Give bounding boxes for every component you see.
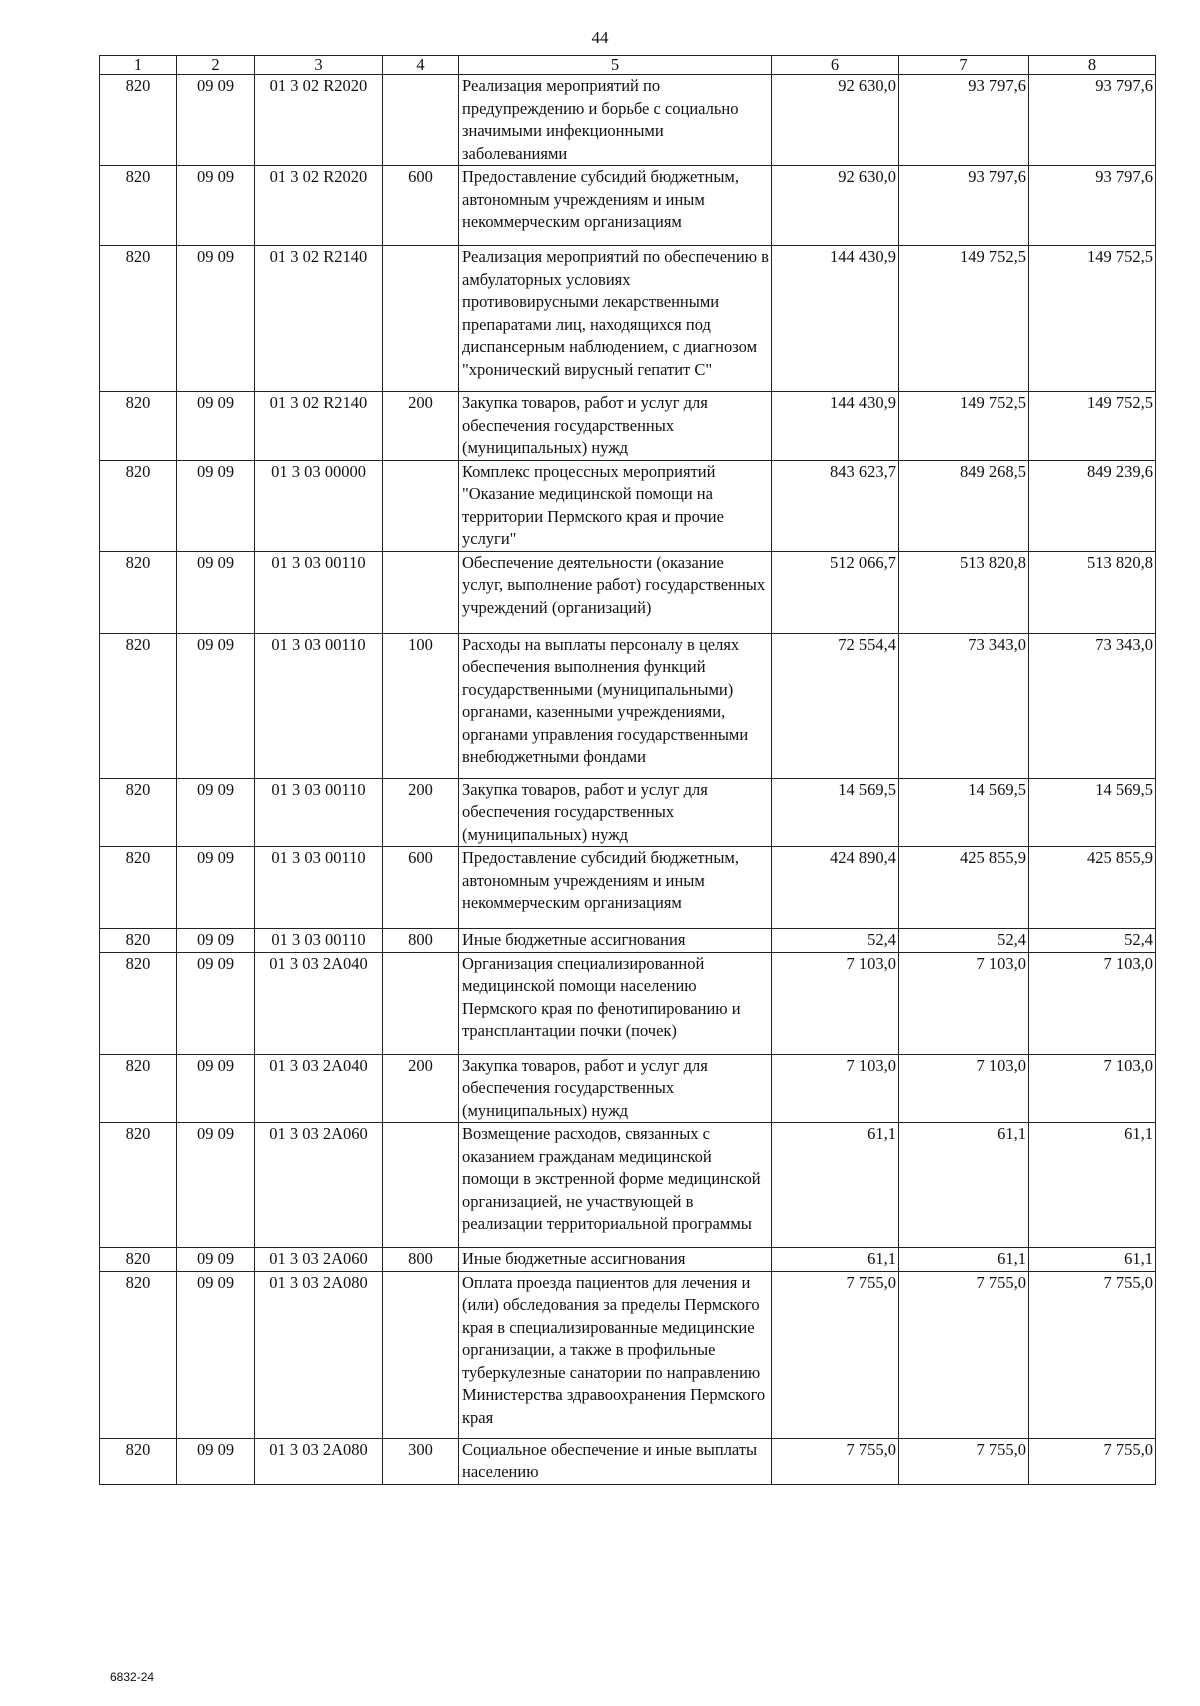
budget-table	[99, 55, 1156, 1485]
expense-type-cell: 800	[383, 929, 459, 953]
footer-document-code: 6832-24	[110, 1670, 155, 1684]
description-cell: Закупка товаров, работ и услуг для обеспечения государственных (муниципальных) нужд	[459, 1054, 772, 1123]
description-cell: Организация специализированной медицинской помощи населению Пермского края по фенотипированию и трансплантации почки (почек)	[459, 952, 772, 1054]
section-code-cell: 09 09	[177, 929, 255, 953]
section-code-cell: 09 09	[177, 166, 255, 246]
table-row	[100, 1123, 1156, 1248]
section-code-cell: 09 09	[177, 1054, 255, 1123]
amount-col7-cell: 7 755,0	[899, 1271, 1029, 1438]
amount-col8-cell: 73 343,0	[1029, 633, 1156, 778]
section-code-cell: 09 09	[177, 392, 255, 461]
description-cell: Предоставление субсидий бюджетным, автономным учреждениям и иным некоммерческим организациям	[459, 166, 772, 246]
amount-col8-cell: 7 755,0	[1029, 1271, 1156, 1438]
expense-type-cell: 600	[383, 847, 459, 929]
section-code-cell: 09 09	[177, 460, 255, 551]
budget-table-container	[99, 55, 1155, 1485]
expense-type-cell: 600	[383, 166, 459, 246]
header-cell-2: 2	[177, 56, 255, 75]
expense-type-cell: 300	[383, 1438, 459, 1484]
amount-col7-cell: 149 752,5	[899, 246, 1029, 392]
table-row	[100, 166, 1156, 246]
target-article-cell: 01 3 03 00110	[255, 847, 383, 929]
amount-col8-cell: 61,1	[1029, 1123, 1156, 1248]
description-cell: Иные бюджетные ассигнования	[459, 1248, 772, 1272]
amount-col7-cell: 425 855,9	[899, 847, 1029, 929]
amount-col8-cell: 425 855,9	[1029, 847, 1156, 929]
grbs-code-cell: 820	[100, 551, 177, 633]
expense-type-cell	[383, 246, 459, 392]
section-code-cell: 09 09	[177, 75, 255, 166]
description-cell: Предоставление субсидий бюджетным, автономным учреждениям и иным некоммерческим организациям	[459, 847, 772, 929]
amount-col8-cell: 513 820,8	[1029, 551, 1156, 633]
table-row	[100, 1054, 1156, 1123]
amount-col8-cell: 93 797,6	[1029, 75, 1156, 166]
expense-type-cell	[383, 1271, 459, 1438]
target-article-cell: 01 3 03 2А040	[255, 952, 383, 1054]
section-code-cell: 09 09	[177, 952, 255, 1054]
expense-type-cell: 200	[383, 778, 459, 847]
amount-col6-cell: 843 623,7	[772, 460, 899, 551]
description-cell: Комплекс процессных мероприятий "Оказание медицинской помощи на территории Пермского края и прочие услуги"	[459, 460, 772, 551]
amount-col8-cell: 14 569,5	[1029, 778, 1156, 847]
amount-col6-cell: 7 103,0	[772, 952, 899, 1054]
amount-col6-cell: 52,4	[772, 929, 899, 953]
table-row	[100, 633, 1156, 778]
amount-col7-cell: 73 343,0	[899, 633, 1029, 778]
table-row	[100, 1438, 1156, 1484]
description-cell: Закупка товаров, работ и услуг для обеспечения государственных (муниципальных) нужд	[459, 392, 772, 461]
table-row	[100, 847, 1156, 929]
section-code-cell: 09 09	[177, 778, 255, 847]
grbs-code-cell: 820	[100, 75, 177, 166]
header-cell-4: 4	[383, 56, 459, 75]
amount-col6-cell: 92 630,0	[772, 166, 899, 246]
amount-col8-cell: 7 103,0	[1029, 952, 1156, 1054]
amount-col6-cell: 512 066,7	[772, 551, 899, 633]
amount-col8-cell: 93 797,6	[1029, 166, 1156, 246]
section-code-cell: 09 09	[177, 1123, 255, 1248]
page-number: 44	[591, 28, 609, 47]
amount-col8-cell: 61,1	[1029, 1248, 1156, 1272]
section-code-cell: 09 09	[177, 551, 255, 633]
description-cell: Оплата проезда пациентов для лечения и (или) обследования за пределы Пермского края в специализированные медицинские организации, а также в профильные туберкулезные санатории по направлению Министерства здравоохранения Пермского края	[459, 1271, 772, 1438]
amount-col8-cell: 849 239,6	[1029, 460, 1156, 551]
header-cell-5: 5	[459, 56, 772, 75]
target-article-cell: 01 3 03 2А080	[255, 1438, 383, 1484]
amount-col7-cell: 513 820,8	[899, 551, 1029, 633]
amount-col8-cell: 149 752,5	[1029, 392, 1156, 461]
section-code-cell: 09 09	[177, 633, 255, 778]
target-article-cell: 01 3 02 R2020	[255, 75, 383, 166]
table-row	[100, 551, 1156, 633]
table-row	[100, 246, 1156, 392]
target-article-cell: 01 3 03 00000	[255, 460, 383, 551]
table-row	[100, 1248, 1156, 1272]
table-row	[100, 778, 1156, 847]
description-cell: Социальное обеспечение и иные выплаты населению	[459, 1438, 772, 1484]
target-article-cell: 01 3 02 R2140	[255, 392, 383, 461]
header-cell-6: 6	[772, 56, 899, 75]
section-code-cell: 09 09	[177, 246, 255, 392]
table-row	[100, 460, 1156, 551]
section-code-cell: 09 09	[177, 1438, 255, 1484]
header-cell-1: 1	[100, 56, 177, 75]
amount-col6-cell: 144 430,9	[772, 246, 899, 392]
amount-col6-cell: 61,1	[772, 1248, 899, 1272]
grbs-code-cell: 820	[100, 1271, 177, 1438]
amount-col6-cell: 92 630,0	[772, 75, 899, 166]
section-code-cell: 09 09	[177, 1248, 255, 1272]
grbs-code-cell: 820	[100, 633, 177, 778]
header-row	[100, 56, 1156, 75]
amount-col8-cell: 52,4	[1029, 929, 1156, 953]
grbs-code-cell: 820	[100, 1054, 177, 1123]
amount-col7-cell: 52,4	[899, 929, 1029, 953]
description-cell: Возмещение расходов, связанных с оказанием гражданам медицинской помощи в экстренной форме медицинской организацией, не участвующей в реализации территориальной программы	[459, 1123, 772, 1248]
target-article-cell: 01 3 03 00110	[255, 551, 383, 633]
grbs-code-cell: 820	[100, 929, 177, 953]
table-body	[100, 75, 1156, 1485]
grbs-code-cell: 820	[100, 847, 177, 929]
description-cell: Реализация мероприятий по предупреждению и борьбе с социально значимыми инфекционными заболеваниями	[459, 75, 772, 166]
grbs-code-cell: 820	[100, 778, 177, 847]
table-row	[100, 952, 1156, 1054]
amount-col7-cell: 61,1	[899, 1123, 1029, 1248]
table-row	[100, 392, 1156, 461]
description-cell: Расходы на выплаты персоналу в целях обеспечения выполнения функций государственными (муниципальными) органами, казенными учреждениями, органами управления государственными внебюджетными фондами	[459, 633, 772, 778]
amount-col7-cell: 7 103,0	[899, 1054, 1029, 1123]
header-cell-8: 8	[1029, 56, 1156, 75]
target-article-cell: 01 3 03 2А040	[255, 1054, 383, 1123]
header-cell-7: 7	[899, 56, 1029, 75]
amount-col7-cell: 61,1	[899, 1248, 1029, 1272]
table-row	[100, 929, 1156, 953]
target-article-cell: 01 3 03 00110	[255, 633, 383, 778]
target-article-cell: 01 3 03 2А080	[255, 1271, 383, 1438]
description-cell: Закупка товаров, работ и услуг для обеспечения государственных (муниципальных) нужд	[459, 778, 772, 847]
header-cell-3: 3	[255, 56, 383, 75]
amount-col8-cell: 7 103,0	[1029, 1054, 1156, 1123]
description-cell: Иные бюджетные ассигнования	[459, 929, 772, 953]
target-article-cell: 01 3 03 2А060	[255, 1248, 383, 1272]
amount-col7-cell: 7 103,0	[899, 952, 1029, 1054]
grbs-code-cell: 820	[100, 1248, 177, 1272]
amount-col7-cell: 93 797,6	[899, 75, 1029, 166]
grbs-code-cell: 820	[100, 166, 177, 246]
amount-col7-cell: 149 752,5	[899, 392, 1029, 461]
expense-type-cell: 100	[383, 633, 459, 778]
description-cell: Реализация мероприятий по обеспечению в амбулаторных условиях противовирусными лекарственными препаратами лиц, находящихся под диспансерным наблюдением, с диагнозом "хронический вирусный гепатит С"	[459, 246, 772, 392]
amount-col8-cell: 7 755,0	[1029, 1438, 1156, 1484]
grbs-code-cell: 820	[100, 392, 177, 461]
target-article-cell: 01 3 02 R2020	[255, 166, 383, 246]
grbs-code-cell: 820	[100, 952, 177, 1054]
expense-type-cell	[383, 75, 459, 166]
amount-col6-cell: 424 890,4	[772, 847, 899, 929]
amount-col7-cell: 93 797,6	[899, 166, 1029, 246]
expense-type-cell: 200	[383, 392, 459, 461]
table-row	[100, 1271, 1156, 1438]
amount-col6-cell: 144 430,9	[772, 392, 899, 461]
expense-type-cell	[383, 460, 459, 551]
target-article-cell: 01 3 03 2А060	[255, 1123, 383, 1248]
description-cell: Обеспечение деятельности (оказание услуг, выполнение работ) государственных учреждений (организаций)	[459, 551, 772, 633]
grbs-code-cell: 820	[100, 1123, 177, 1248]
expense-type-cell	[383, 952, 459, 1054]
grbs-code-cell: 820	[100, 1438, 177, 1484]
amount-col6-cell: 72 554,4	[772, 633, 899, 778]
table-row	[100, 75, 1156, 166]
amount-col6-cell: 7 755,0	[772, 1271, 899, 1438]
amount-col7-cell: 14 569,5	[899, 778, 1029, 847]
amount-col6-cell: 61,1	[772, 1123, 899, 1248]
section-code-cell: 09 09	[177, 847, 255, 929]
target-article-cell: 01 3 03 00110	[255, 929, 383, 953]
expense-type-cell	[383, 1123, 459, 1248]
expense-type-cell: 200	[383, 1054, 459, 1123]
amount-col6-cell: 7 103,0	[772, 1054, 899, 1123]
amount-col6-cell: 7 755,0	[772, 1438, 899, 1484]
expense-type-cell	[383, 551, 459, 633]
amount-col7-cell: 7 755,0	[899, 1438, 1029, 1484]
target-article-cell: 01 3 03 00110	[255, 778, 383, 847]
target-article-cell: 01 3 02 R2140	[255, 246, 383, 392]
grbs-code-cell: 820	[100, 246, 177, 392]
grbs-code-cell: 820	[100, 460, 177, 551]
amount-col8-cell: 149 752,5	[1029, 246, 1156, 392]
expense-type-cell: 800	[383, 1248, 459, 1272]
amount-col7-cell: 849 268,5	[899, 460, 1029, 551]
section-code-cell: 09 09	[177, 1271, 255, 1438]
amount-col6-cell: 14 569,5	[772, 778, 899, 847]
